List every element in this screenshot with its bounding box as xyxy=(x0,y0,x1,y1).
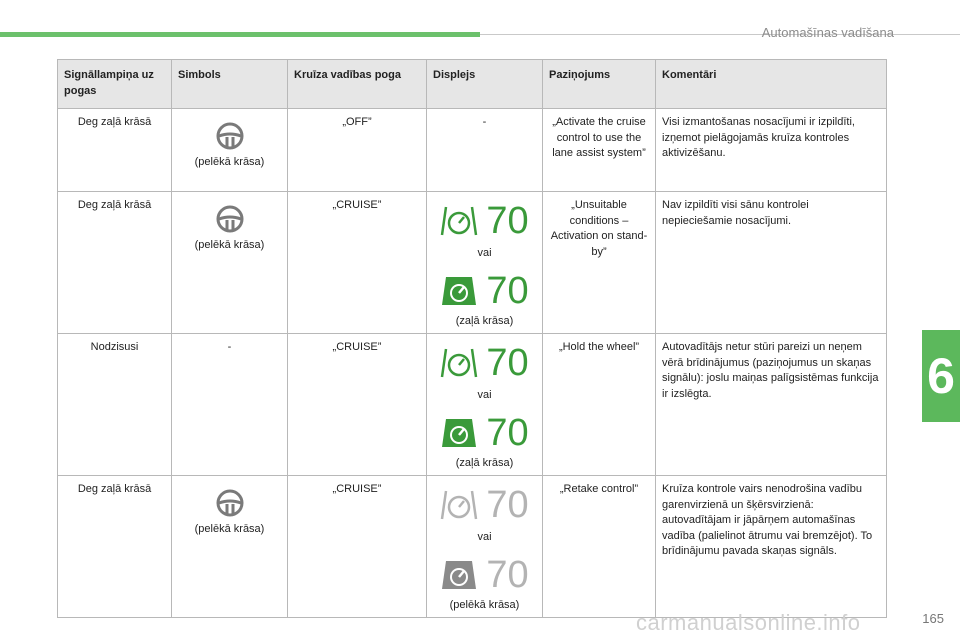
page-number: 165 xyxy=(922,611,944,626)
display-or: vai xyxy=(477,389,492,401)
speed-value: 70 xyxy=(486,342,529,384)
display-or: vai xyxy=(477,531,492,543)
speed-value: 70 xyxy=(486,484,529,526)
lane-speedometer-outline-icon xyxy=(440,345,478,381)
button-cell: „OFF” xyxy=(288,109,427,192)
display-filled xyxy=(433,410,536,456)
display-note: (zaļā krāsa) xyxy=(455,314,514,327)
header-button: Kruīza vadības poga xyxy=(288,60,427,109)
symbol-note: (pelēkā krāsa) xyxy=(194,523,265,535)
header-display: Displejs xyxy=(427,60,543,109)
display-note: (zaļā krāsa) xyxy=(455,456,514,469)
speed-value: 70 xyxy=(486,269,529,312)
symbol-note: (pelēkā krāsa) xyxy=(194,156,265,168)
header-lamp: Signāllampiņa uz pogas xyxy=(58,60,172,109)
display-outline xyxy=(433,198,536,244)
display-or: vai xyxy=(477,247,492,259)
comment-cell: Nav izpildīti visi sānu kontrolei nepieciešamie nosacījumi. xyxy=(656,192,887,334)
speed-value: 70 xyxy=(486,411,529,454)
display-filled xyxy=(433,268,536,314)
lane-speedometer-filled-icon xyxy=(440,415,478,451)
display-note: (pelēkā krāsa) xyxy=(449,598,520,611)
symbol-cell xyxy=(172,109,288,192)
message-cell: „Activate the cruise control to use the lane assist system” xyxy=(543,109,656,192)
lane-speedometer-outline-icon xyxy=(440,203,478,239)
symbol-cell xyxy=(172,192,288,334)
lamp-cell: Deg zaļā krāsā xyxy=(58,192,172,334)
display-cell xyxy=(427,192,543,334)
speed-value: 70 xyxy=(486,553,529,596)
display-outline xyxy=(433,340,536,386)
table-row xyxy=(58,476,887,618)
lane-speedometer-outline-icon xyxy=(440,487,478,523)
comment-cell: Autovadītājs netur stūri pareizi un neņem vērā brīdinājumus (paziņojumus un skaņas signālu): joslu maiņas palīgsistēmas funkcija ir izslēgta. xyxy=(656,334,887,476)
lamp-cell: Nodzisusi xyxy=(58,334,172,476)
cruise-status-table xyxy=(57,59,887,618)
message-cell: „Retake control” xyxy=(543,476,656,618)
steering-wheel-icon xyxy=(215,488,245,518)
header-message: Paziņojums xyxy=(543,60,656,109)
display-filled xyxy=(433,552,536,598)
button-cell: „CRUISE” xyxy=(288,192,427,334)
symbol-note: (pelēkā krāsa) xyxy=(194,239,265,251)
symbol-cell: - xyxy=(172,334,288,476)
steering-wheel-icon xyxy=(215,121,245,151)
display-outline xyxy=(433,482,536,528)
lamp-cell: Deg zaļā krāsā xyxy=(58,109,172,192)
header-accent-bar xyxy=(0,32,480,37)
message-cell: „Hold the wheel” xyxy=(543,334,656,476)
message-cell: „Unsuitable conditions – Activation on stand-by” xyxy=(543,192,656,334)
header-symbol: Simbols xyxy=(172,60,288,109)
table-row xyxy=(58,334,887,476)
table-header-row xyxy=(58,60,887,109)
section-title: Automašīnas vadīšana xyxy=(761,25,894,40)
table-row xyxy=(58,192,887,334)
footer-brand: carmanualsonline.info xyxy=(636,610,861,635)
display-cell xyxy=(427,334,543,476)
display-cell: - xyxy=(427,109,543,192)
speed-value: 70 xyxy=(486,200,529,242)
lane-speedometer-filled-icon xyxy=(440,557,478,593)
chapter-tab: 6 xyxy=(922,330,960,422)
lamp-cell: Deg zaļā krāsā xyxy=(58,476,172,618)
comment-cell: Kruīza kontrole vairs nenodrošina vadību garenvirzienā un šķērsvirzienā: autovadītājam ir jāpārņem automašīnas vadība (palielinot ātrumu vai bremzējot). To brīdinājumu pavada skaņas signāls. xyxy=(656,476,887,618)
lane-speedometer-filled-icon xyxy=(440,273,478,309)
display-cell xyxy=(427,476,543,618)
symbol-cell xyxy=(172,476,288,618)
steering-wheel-icon xyxy=(215,204,245,234)
button-cell: „CRUISE” xyxy=(288,476,427,618)
button-cell: „CRUISE” xyxy=(288,334,427,476)
table-row xyxy=(58,109,887,192)
header-comment: Komentāri xyxy=(656,60,887,109)
comment-cell: Visi izmantošanas nosacījumi ir izpildīti, izņemot pielāgojamās kruīza kontroles aktivizēšanu. xyxy=(656,109,887,192)
